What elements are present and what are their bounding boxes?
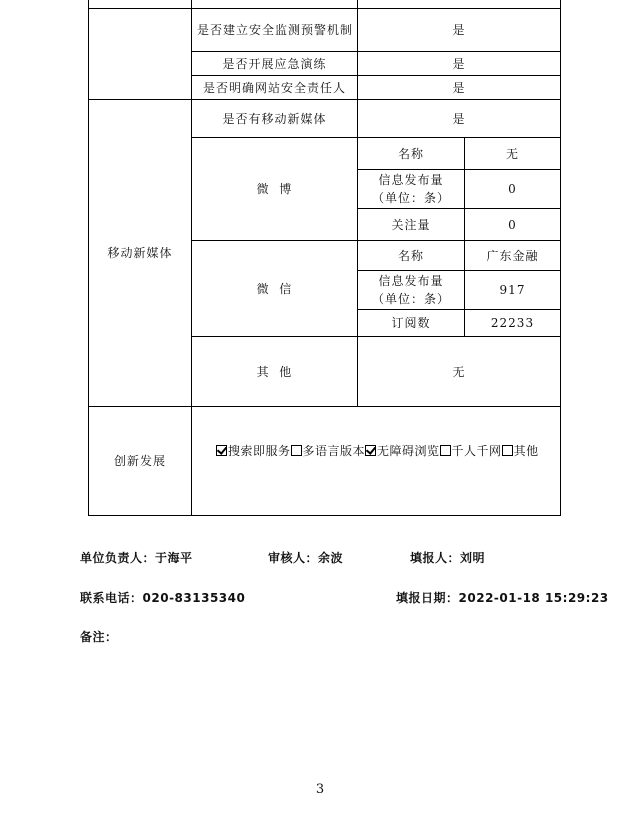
- wechat-posts-label: 信息发布量（单位：条）: [371, 274, 450, 306]
- checkbox-unchecked-icon[interactable]: [440, 445, 451, 456]
- option-other[interactable]: [502, 444, 539, 458]
- checkbox-unchecked-icon[interactable]: [502, 445, 513, 456]
- filler-label: 填报人：: [410, 551, 461, 565]
- wechat-name-value: 广东金融: [486, 248, 539, 263]
- page-number: [0, 782, 640, 797]
- page-number-text: 3: [315, 782, 325, 797]
- wechat-posts-label-cell: [370, 271, 452, 309]
- checkbox-unchecked-icon[interactable]: [291, 445, 302, 456]
- weibo-name-label-cell: [358, 138, 464, 169]
- option-search-as-service[interactable]: [216, 444, 291, 458]
- contact-phone: [80, 589, 245, 606]
- table-divider: [191, 406, 192, 516]
- filler: [410, 549, 485, 566]
- weibo-posts-label: 信息发布量（单位：条）: [371, 173, 450, 205]
- checkbox-checked-icon[interactable]: [365, 445, 376, 456]
- option-multilingual[interactable]: [291, 444, 366, 458]
- other-media-label-cell: [192, 337, 357, 406]
- reviewer-value: 余波: [318, 551, 344, 565]
- emergency-drill-label: 是否开展应急演练: [222, 56, 327, 71]
- table-border-bottom: [88, 515, 561, 516]
- reviewer-label: 审核人：: [268, 551, 319, 565]
- has-new-media-label: 是否有移动新媒体: [222, 111, 327, 126]
- unit-head-value: 于海平: [155, 551, 193, 565]
- fill-date: [396, 589, 609, 606]
- row-value-safety-monitoring: [358, 9, 560, 51]
- weibo-followers-value-cell: [465, 209, 560, 240]
- other-media-value-cell: [358, 337, 560, 406]
- option-accessibility[interactable]: [365, 444, 440, 458]
- option-label: 其他: [513, 444, 539, 458]
- has-new-media-value: 是: [452, 111, 466, 126]
- wechat-subscribers-label: 订阅数: [391, 316, 431, 330]
- mobile-media-label: 移动新媒体: [107, 246, 173, 260]
- phone-value: 020-83135340: [142, 591, 246, 605]
- reviewer: [268, 549, 343, 566]
- safety-monitoring-value: 是: [452, 23, 466, 37]
- wechat-posts-value-cell: [465, 271, 560, 309]
- option-label: 无障碍浏览: [377, 444, 440, 458]
- weibo-followers-value: 0: [508, 217, 517, 232]
- has-new-media-value-cell: [358, 100, 560, 137]
- security-officer-label: 是否明确网站安全责任人: [202, 80, 346, 95]
- row-label-safety-monitoring: [196, 9, 354, 51]
- wechat-subscribers-label-cell: [358, 310, 464, 336]
- wechat-subscribers-value-cell: [465, 310, 560, 336]
- wechat-label: 微 信: [256, 281, 293, 296]
- emergency-drill-value: 是: [452, 56, 466, 71]
- wechat-name-value-cell: [465, 241, 560, 270]
- wechat-name-label-cell: [358, 241, 464, 270]
- checkbox-checked-icon[interactable]: [216, 445, 227, 456]
- phone-label: 联系电话：: [80, 591, 143, 605]
- unit-head: [80, 549, 193, 566]
- option-label: 搜索即服务: [228, 444, 291, 458]
- row-label-security-officer: [192, 76, 357, 99]
- weibo-name-value-cell: [465, 138, 560, 169]
- wechat-name-label: 名称: [397, 248, 424, 263]
- option-label: 千人千网: [451, 444, 502, 458]
- row-value-security-officer: [358, 76, 560, 99]
- has-new-media-label-cell: [192, 100, 357, 137]
- option-personalized[interactable]: [440, 444, 502, 458]
- weibo-name-label: 名称: [397, 146, 424, 161]
- remark-label: 备注：: [80, 630, 118, 644]
- weibo-posts-value-cell: [465, 170, 560, 208]
- wechat-posts-value: 917: [499, 283, 526, 297]
- other-media-value: 无: [452, 364, 466, 379]
- weibo-followers-label-cell: [358, 209, 464, 240]
- wechat-label-cell: [192, 241, 357, 336]
- security-officer-value: 是: [452, 80, 466, 95]
- innovation-options: [216, 443, 539, 459]
- remark: [80, 628, 118, 645]
- filler-value: 刘明: [460, 551, 486, 565]
- option-label: 多语言版本: [302, 444, 366, 458]
- weibo-label-cell: [192, 138, 357, 240]
- mobile-media-section-label: [89, 100, 191, 406]
- wechat-subscribers-value: 22233: [490, 316, 535, 330]
- weibo-followers-label: 关注量: [391, 217, 431, 232]
- weibo-posts-label-cell: [370, 170, 452, 208]
- safety-monitoring-label: 是否建立安全监测预警机制: [196, 23, 353, 37]
- innovation-section-label-cell: [89, 407, 191, 515]
- row-label-emergency-drill: [192, 52, 357, 75]
- weibo-name-value: 无: [505, 146, 519, 161]
- row-value-emergency-drill: [358, 52, 560, 75]
- weibo-label: 微 博: [256, 182, 293, 196]
- table-border-right: [560, 0, 561, 516]
- unit-head-label: 单位负责人：: [80, 551, 156, 565]
- other-media-label: 其 他: [256, 364, 293, 379]
- date-label: 填报日期：: [396, 591, 459, 605]
- innovation-section-label: 创新发展: [113, 454, 166, 468]
- date-value: 2022-01-18 15:29:23: [458, 591, 609, 605]
- weibo-posts-value: 0: [508, 182, 517, 196]
